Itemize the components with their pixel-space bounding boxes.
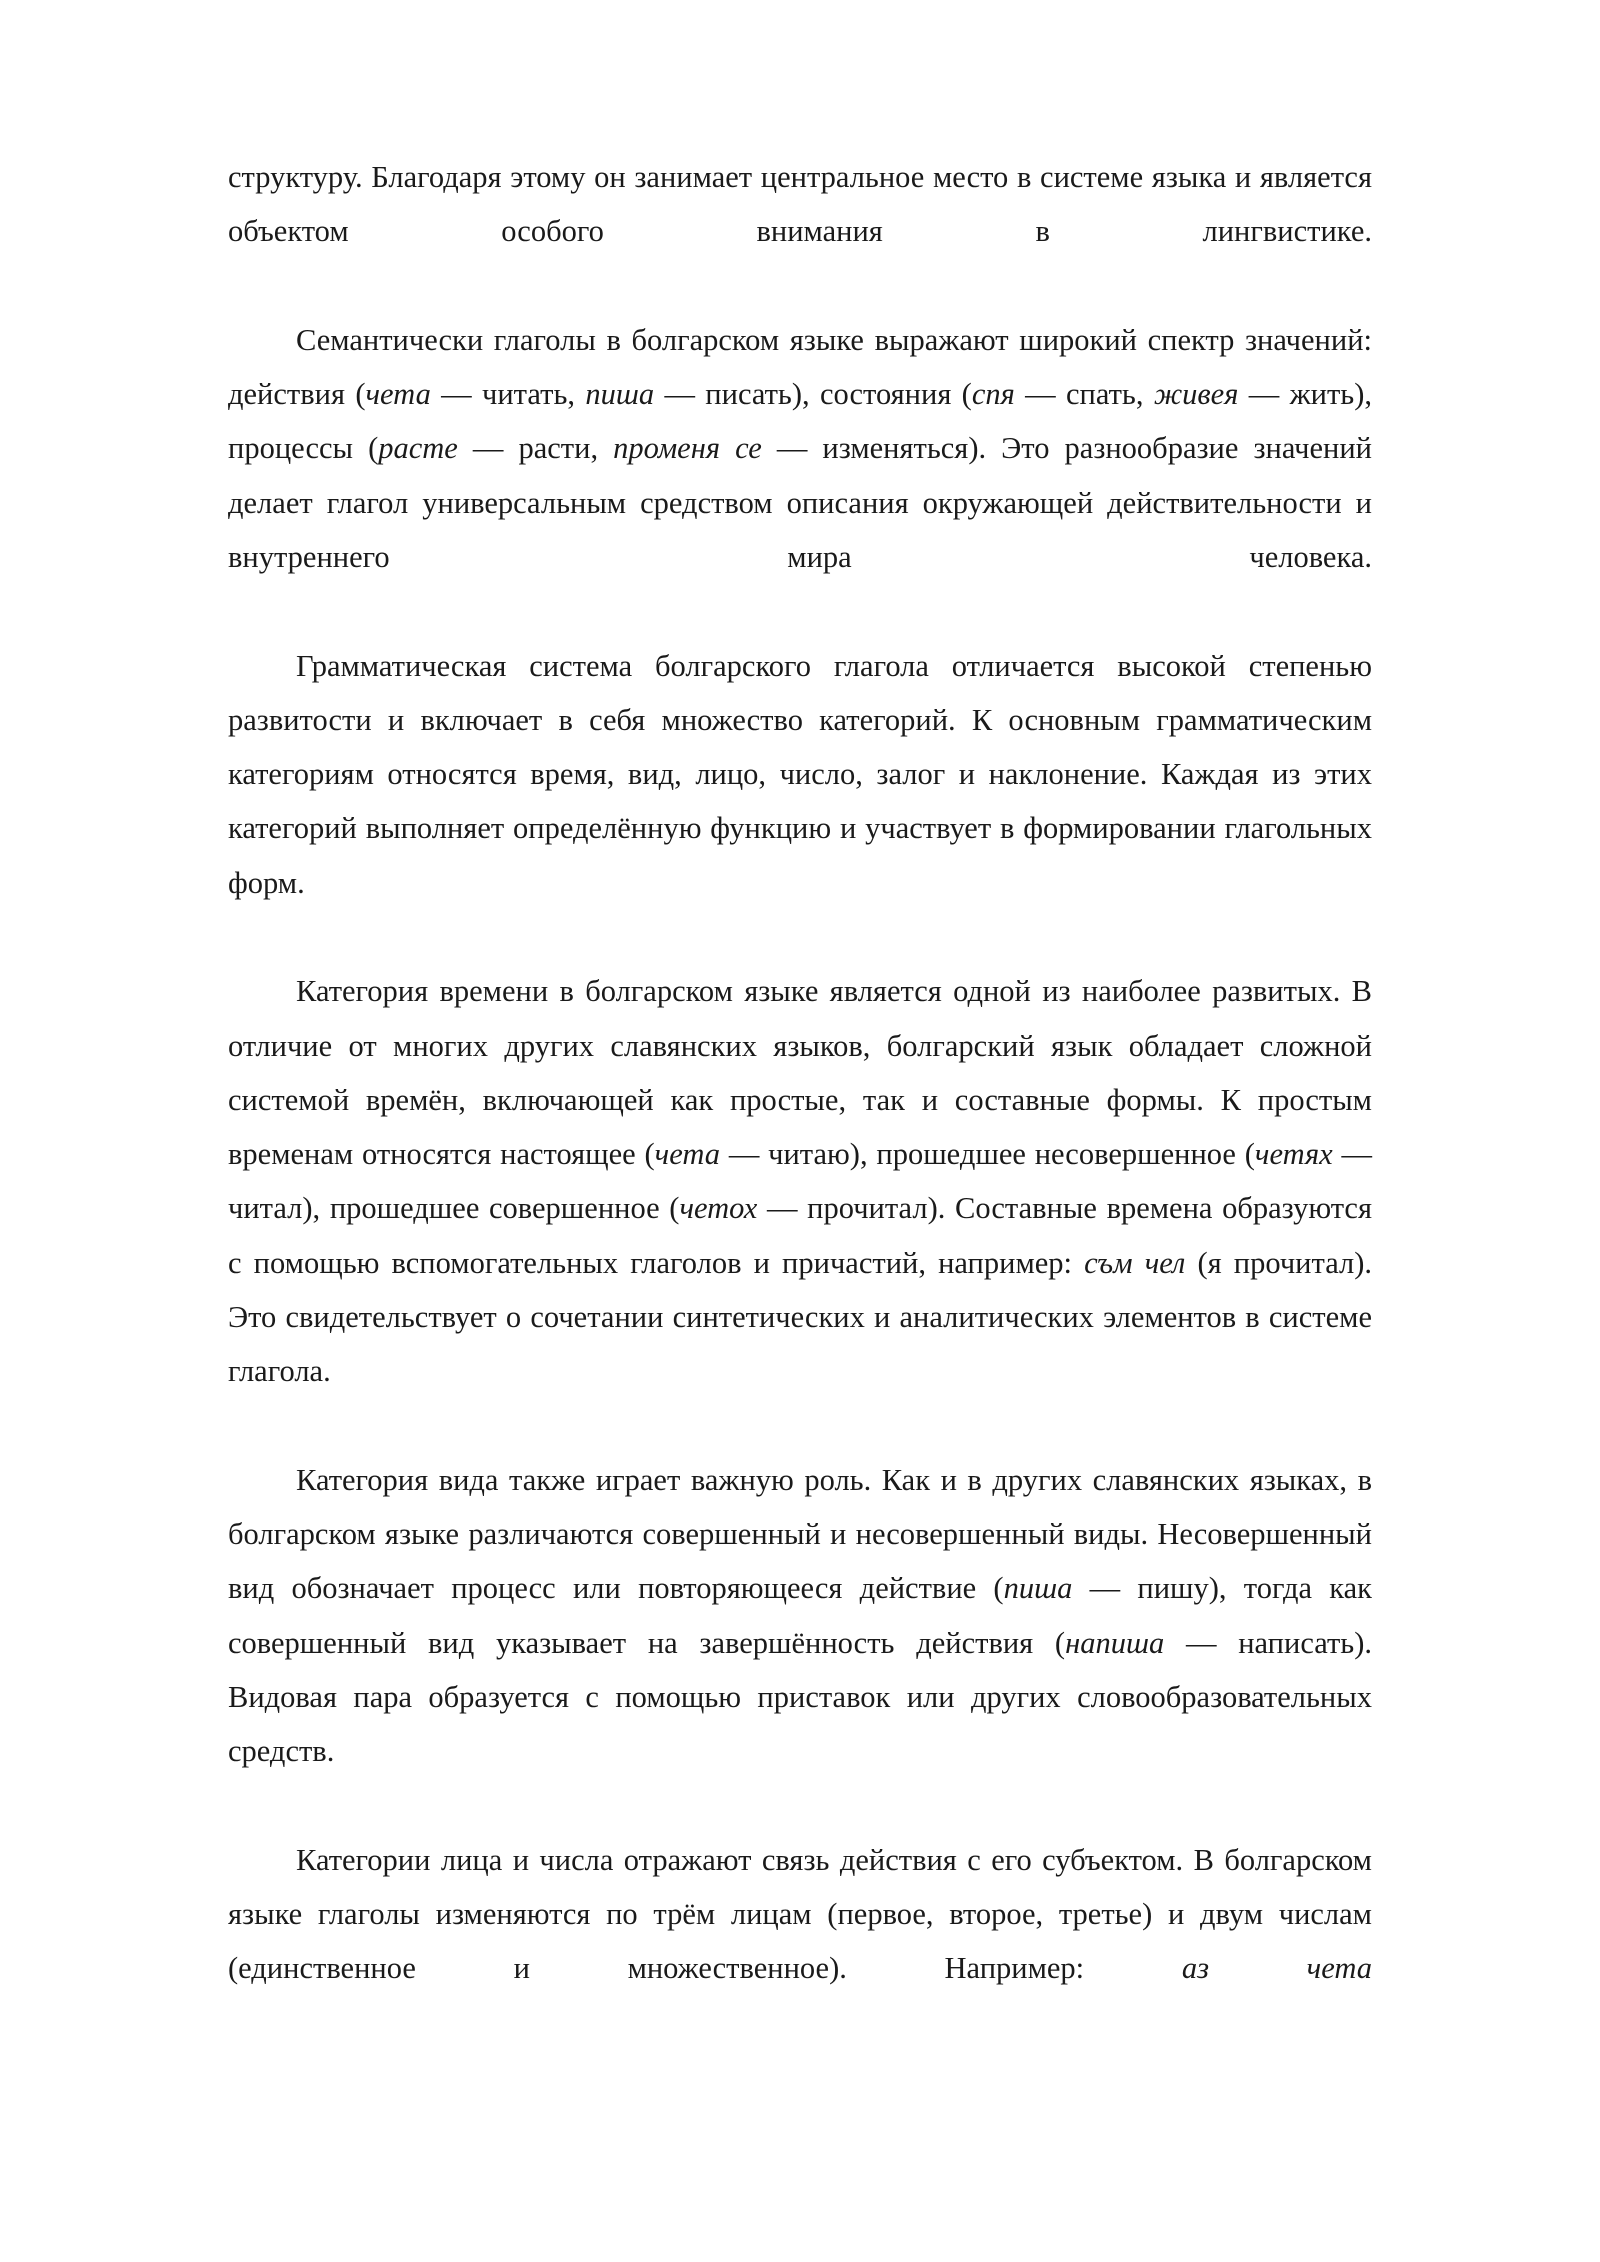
paragraph: Категория времени в болгарском языке является одной из наиболее развитых. В отличие от многих других славянских языков, болгарский язык обладает сложной системой времён, включающей как простые, так и составные формы. К простым временам относятся настоящее (чета — читаю), прошедшее несовершенное (четях — читал), прошедшее совершенное (четох — прочитал). Составные времена образуются с помощью вспомогательных глаголов и причастий, например: съм чел (я прочитал). Это свидетельствует о сочетании синтетических и аналитических элементов в системе глагола. <box>228 974 1373 1389</box>
paragraph: Грамматическая система болгарского глагола отличается высокой степенью развитости и включает в себя множество категорий. К основным грамматическим категориям относятся время, вид, лицо, число, залог и наклонение. Каждая из этих категорий выполняет определённую функцию и участвует в формировании глагольных форм. <box>228 648 1372 900</box>
paragraph: структуру. Благодаря этому он занимает центральное место в системе языка и является объектом особого внимания в лингвистике. <box>228 160 1372 249</box>
paragraph: Категории лица и числа отражают связь действия с его субъектом. В болгарском языке глаголы изменяются по трём лицам (первое, второе, третье) и двум числам (единственное и множественное). Например: аз чета <box>228 1842 1373 1986</box>
paragraph: Категория вида также играет важную роль. Как и в других славянских языках, в болгарском языке различаются совершенный и несовершенный виды. Несовершенный вид обозначает процесс или повторяющееся действие (пиша — пишу), тогда как совершенный вид указывает на завершённость действия (напиша — написать). Видовая пара образуется с помощью приставок или других словообразовательных средств. <box>228 1462 1373 1769</box>
document-body <box>228 150 1372 2050</box>
paragraph: Семантически глаголы в болгарском языке выражают широкий спектр значений: действия (чета — читать, пиша — писать), состояния (спя — спать, живея — жить), процессы (расте — расти, променя се — изменяться). Это разнообразие значений делает глагол универсальным средством описания окружающей действительности и внутреннего мира человека. <box>228 322 1372 574</box>
